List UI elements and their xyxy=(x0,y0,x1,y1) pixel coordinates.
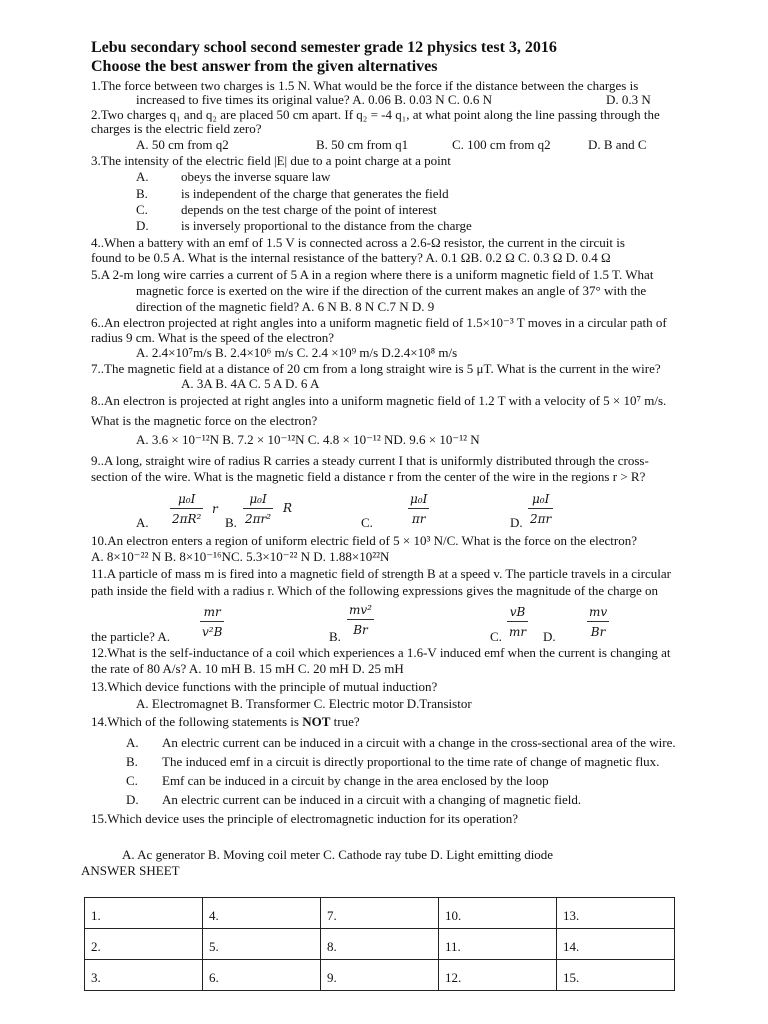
q2-option-b: B. 50 cm from q1 xyxy=(316,137,409,152)
formula-numerator: μ₀I xyxy=(410,492,428,506)
q9-option-d-formula xyxy=(528,492,553,526)
q11-option-c-formula xyxy=(507,605,528,639)
q2-line2: charges is the electric field zero? xyxy=(91,121,262,136)
q9-option-b-formula xyxy=(243,492,273,526)
formula-numerator: μ₀I xyxy=(178,492,196,506)
q3-option-letter: A. xyxy=(136,169,149,184)
q7-line1: 7..The magnetic field at a distance of 20 cm from a long straight wire is 5 μT. What is the current in the wire? xyxy=(91,361,661,376)
q1-option-d: D. 0.3 N xyxy=(606,92,651,107)
q6-line2: radius 9 cm. What is the speed of the electron? xyxy=(91,330,335,345)
q11-option-d-formula xyxy=(587,605,609,639)
formula-denominator: Br xyxy=(353,623,368,637)
q14-option-letter: B. xyxy=(126,754,138,769)
q14-stem-emphasis: NOT xyxy=(302,714,331,729)
q8-line2: What is the magnetic force on the electron? xyxy=(91,413,318,428)
formula-numerator: vB xyxy=(509,605,526,619)
fraction-bar xyxy=(528,508,553,509)
answer-cell[interactable]: 9. xyxy=(321,960,439,991)
answer-cell[interactable]: 12. xyxy=(439,960,557,991)
fraction-bar xyxy=(243,508,273,509)
q3-option-letter: B. xyxy=(136,186,148,201)
q11-line3: the particle? A. xyxy=(91,629,171,644)
q8-line1: 8..An electron is projected at right angles into a uniform magnetic field of 1.2 T with a velocity of 5 × 10⁷ m/s. xyxy=(91,393,667,408)
q14-option-letter: D. xyxy=(126,792,139,807)
q11-option-a-formula xyxy=(200,605,224,639)
answer-cell[interactable]: 3. xyxy=(85,960,203,991)
answer-sheet-title: ANSWER SHEET xyxy=(81,863,180,878)
q9-option-c-label: C. xyxy=(361,515,373,530)
answer-cell[interactable]: 14. xyxy=(557,929,675,960)
q15-options: A. Ac generator B. Moving coil meter C. Cathode ray tube D. Light emitting diode xyxy=(122,847,554,862)
q12-line1: 12.What is the self-inductance of a coil which experiences a 1.6-V induced emf when the current is changing at xyxy=(91,645,671,660)
formula-denominator: 2πr² xyxy=(245,512,272,526)
q14-option-text: An electric current can be induced in a circuit with a change in the cross-sectional area of the wire. xyxy=(162,735,676,750)
fraction-bar xyxy=(408,508,429,509)
q3-option-text: obeys the inverse square law xyxy=(181,169,331,184)
q14-option-text: Emf can be induced in a circuit by change in the area enclosed by the loop xyxy=(162,773,549,788)
q5-line2: magnetic force is exerted on the wire if the direction of the current makes an angle of 37° with the xyxy=(136,283,647,298)
q5-line1: 5.A 2-m long wire carries a current of 5 A in a region where there is a uniform magnetic field of 1.5 T. What xyxy=(91,267,654,282)
q1-line1: 1.The force between two charges is 1.5 N. What would be the force if the distance between the charges is xyxy=(91,78,639,93)
q7-options: A. 3A B. 4A C. 5 A D. 6 A xyxy=(181,376,320,391)
exam-instruction: Choose the best answer from the given alternatives xyxy=(91,58,438,75)
q14-stem-start: 14.Which of the following statements is xyxy=(91,714,303,729)
q9-line2: section of the wire. What is the magnetic field a distance r from the center of the wire in the regions r > R? xyxy=(91,469,646,484)
answer-cell[interactable]: 15. xyxy=(557,960,675,991)
formula-denominator: mr xyxy=(509,625,527,639)
formula-denominator: 2πr xyxy=(530,512,552,526)
q15-stem: 15.Which device uses the principle of electromagnetic induction for its operation? xyxy=(91,811,519,826)
q9-option-b-factor: R xyxy=(283,501,293,515)
answer-cell[interactable]: 10. xyxy=(439,898,557,929)
q9-line1: 9..A long, straight wire of radius R carries a steady current I that is uniformly distributed through the cross- xyxy=(91,453,649,468)
q14-option-letter: C. xyxy=(126,773,138,788)
formula-denominator: v²B xyxy=(202,625,223,639)
answer-row xyxy=(85,898,675,929)
fraction-bar xyxy=(507,621,528,622)
q10-line1: 10.An electron enters a region of uniform electric field of 5 × 10³ N/C. What is the force on the electron? xyxy=(91,533,637,548)
q3-stem: 3.The intensity of the electric field |E| due to a point charge at a point xyxy=(91,153,451,168)
q11-option-b-label: B. xyxy=(329,629,341,644)
answer-row xyxy=(85,929,675,960)
q3-option-text: is independent of the charge that generates the field xyxy=(181,186,449,201)
q3-option-text: is inversely proportional to the distance from the charge xyxy=(181,218,472,233)
q13-stem: 13.Which device functions with the principle of mutual induction? xyxy=(91,679,438,694)
answer-cell[interactable]: 2. xyxy=(85,929,203,960)
answer-cell[interactable]: 1. xyxy=(85,898,203,929)
q6-line1: 6..An electron projected at right angles into a uniform magnetic field of 1.5×10⁻³ T moves in a circular path of xyxy=(91,315,667,330)
formula-numerator: mv² xyxy=(349,603,372,617)
q13-options: A. Electromagnet B. Transformer C. Electric motor D.Transistor xyxy=(136,696,472,711)
q14-option-text: An electric current can be induced in a circuit with a changing of magnetic field. xyxy=(162,792,582,807)
q14-stem xyxy=(91,714,360,729)
q9-option-b-label: B. xyxy=(225,515,237,530)
q14-option-letter: A. xyxy=(126,735,139,750)
q11-option-c-label: C. xyxy=(490,629,502,644)
answer-row xyxy=(85,960,675,991)
q9-option-d-label: D. xyxy=(510,515,523,530)
q4-line1: 4..When a battery with an emf of 1.5 V is connected across a 2.6-Ω resistor, the current in the circuit is xyxy=(91,235,625,250)
q2-option-c: C. 100 cm from q2 xyxy=(452,137,551,152)
q11-option-d-label: D. xyxy=(543,629,556,644)
formula-denominator: Br xyxy=(590,625,606,639)
answer-cell[interactable]: 8. xyxy=(321,929,439,960)
answer-cell[interactable]: 7. xyxy=(321,898,439,929)
q14-option-text: The induced emf in a circuit is directly proportional to the time rate of change of magnetic flux. xyxy=(162,754,660,769)
q10-options: A. 8×10⁻²² N B. 8×10⁻¹⁶NC. 5.3×10⁻²² N D. 1.88×10²²N xyxy=(91,549,390,564)
fraction-bar xyxy=(587,621,609,622)
answer-cell[interactable]: 11. xyxy=(439,929,557,960)
formula-denominator: 2πR² xyxy=(172,512,202,526)
answer-cell[interactable]: 13. xyxy=(557,898,675,929)
fraction-bar xyxy=(347,619,374,620)
q9-option-a-label: A. xyxy=(136,515,149,530)
q2-option-d: D. B and C xyxy=(588,137,647,152)
fraction-bar xyxy=(170,508,203,509)
answer-cell[interactable]: 4. xyxy=(203,898,321,929)
q11-line2: path inside the field with a radius r. Which of the following expressions gives the magnitude of the charge on xyxy=(91,583,659,598)
q3-option-text: depends on the test charge of the point of interest xyxy=(181,202,437,217)
q2-option-a: A. 50 cm from q2 xyxy=(136,137,229,152)
formula-numerator: μ₀I xyxy=(249,492,267,506)
answer-cell[interactable]: 6. xyxy=(203,960,321,991)
q4-line2: found to be 0.5 A. What is the internal resistance of the battery? A. 0.1 ΩB. 0.2 Ω C. 0.3 Ω D. 0.4 Ω xyxy=(91,250,611,265)
formula-denominator: πr xyxy=(411,512,426,526)
q3-option-letter: D. xyxy=(136,218,149,233)
q9-option-a-factor: r xyxy=(212,502,218,516)
q11-line1: 11.A particle of mass m is fired into a magnetic field of strength B at a speed v. The particle travels in a circular xyxy=(91,566,671,581)
formula-numerator: mr xyxy=(203,605,221,619)
q11-option-b-formula xyxy=(347,603,374,637)
q1-line2: increased to five times its original value? A. 0.06 B. 0.03 N C. 0.6 N xyxy=(136,92,492,107)
answer-cell[interactable]: 5. xyxy=(203,929,321,960)
q3-option-letter: C. xyxy=(136,202,148,217)
exam-title: Lebu secondary school second semester grade 12 physics test 3, 2016 xyxy=(91,39,557,56)
q9-option-a-formula xyxy=(170,492,203,526)
q8-options: A. 3.6 × 10⁻¹²N B. 7.2 × 10⁻¹²N C. 4.8 × 10⁻¹² ND. 9.6 × 10⁻¹² N xyxy=(136,432,480,447)
formula-numerator: mv xyxy=(589,605,608,619)
q14-stem-end: true? xyxy=(330,714,360,729)
q9-option-c-formula xyxy=(408,492,429,526)
q6-options: A. 2.4×10⁷m/s B. 2.4×10⁶ m/s C. 2.4 ×10⁹ m/s D.2.4×10⁸ m/s xyxy=(136,345,458,360)
fraction-bar xyxy=(200,621,224,622)
q2-line1: 2.Two charges q₁ and q₂ are placed 50 cm apart. If q₂ = -4 q₁, at what point along the line passing through the xyxy=(91,107,660,122)
q12-line2: the rate of 80 A/s? A. 10 mH B. 15 mH C. 20 mH D. 25 mH xyxy=(91,661,404,676)
answer-sheet-table xyxy=(84,897,675,991)
formula-numerator: μ₀I xyxy=(531,492,550,506)
q5-line3: direction of the magnetic field? A. 6 N B. 8 N C.7 N D. 9 xyxy=(136,299,435,314)
